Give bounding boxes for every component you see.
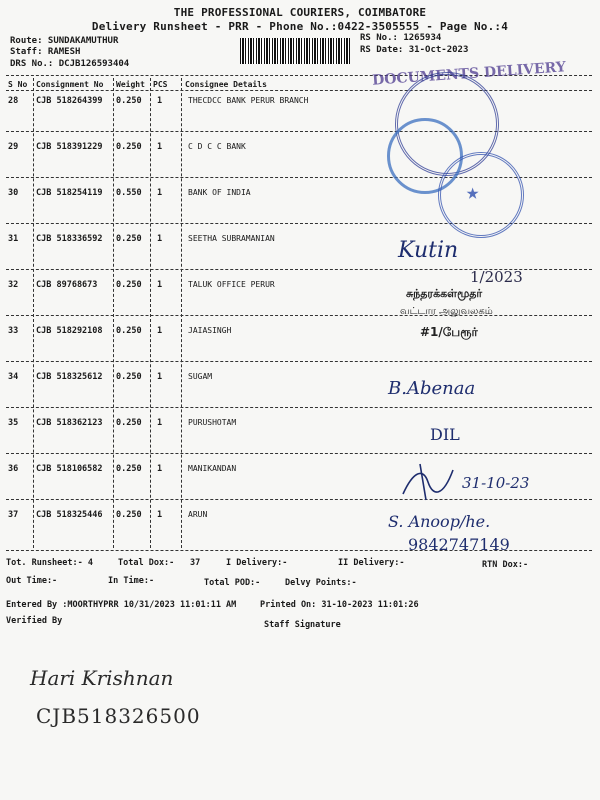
col-header-sno: S No <box>8 80 28 89</box>
col-divider <box>150 78 151 548</box>
cell-consignment: CJB 518264399 <box>36 96 103 106</box>
cell-weight: 0.250 <box>116 96 142 106</box>
cell-consignment: CJB 518336592 <box>36 234 103 244</box>
cell-pcs: 1 <box>157 234 163 244</box>
company-title: THE PROFESSIONAL COURIERS, COIMBATORE <box>173 6 427 19</box>
total-dox-value: 37 <box>190 558 201 568</box>
ii-delivery: II Delivery:- <box>338 558 405 568</box>
cell-pcs: 1 <box>157 510 163 520</box>
col-header-consignment: Consignment No <box>36 80 104 89</box>
cell-consignee: ARUN <box>188 510 208 519</box>
rtn-dox: RTN Dox:- <box>482 560 529 570</box>
row-separator <box>6 361 592 362</box>
cell-pcs: 1 <box>157 464 163 474</box>
out-time: Out Time:- <box>6 576 58 586</box>
signature-row36-mark <box>398 462 458 502</box>
cell-consignment: CJB 518325612 <box>36 372 103 382</box>
cell-sno: 30 <box>8 188 19 198</box>
col-header-pcs: PCS <box>153 80 168 89</box>
cell-consignee: C D C C BANK <box>188 142 246 151</box>
handwritten-consignment: CJB518326500 <box>36 704 201 728</box>
drs-number: DRS No.: DCJB126593404 <box>10 59 130 69</box>
verifier-name: Hari Krishnan <box>30 666 174 690</box>
in-time: In Time:- <box>108 576 155 586</box>
row-separator <box>6 131 592 132</box>
cell-pcs: 1 <box>157 372 163 382</box>
row-separator <box>6 315 592 316</box>
signature-row35: DIL <box>430 425 460 444</box>
cell-consignee: TALUK OFFICE PERUR <box>188 280 275 289</box>
entered-by: Entered By :MOORTHYPRR 10/31/2023 11:01:11 AM <box>6 600 237 610</box>
cell-consignee: SEETHA SUBRAMANIAN <box>188 234 275 243</box>
printed-on: Printed On: 31-10-2023 11:01:26 <box>260 600 419 610</box>
cell-weight: 0.250 <box>116 372 142 382</box>
round-stamp <box>438 152 524 238</box>
cell-weight: 0.250 <box>116 464 142 474</box>
cell-consignment: CJB 518106582 <box>36 464 103 474</box>
cell-weight: 0.250 <box>116 280 142 290</box>
table-bottom-rule <box>6 550 592 551</box>
verified-by: Verified By <box>6 616 63 626</box>
signature-row32-date: 1/2023 <box>470 268 523 286</box>
cell-weight: 0.550 <box>116 188 142 198</box>
row37-phone: 9842747149 <box>408 535 510 554</box>
cell-consignee: JAIASINGH <box>188 326 232 335</box>
cell-sno: 32 <box>8 280 19 290</box>
cell-consignee: BANK OF INDIA <box>188 188 251 197</box>
row-separator <box>6 453 592 454</box>
cell-sno: 36 <box>8 464 19 474</box>
cell-pcs: 1 <box>157 188 163 198</box>
cell-consignee: PURUSHOTAM <box>188 418 237 427</box>
star-icon: ★ <box>466 180 480 205</box>
total-pod: Total POD:- <box>204 578 261 588</box>
col-header-consignee: Consignee Details <box>185 80 267 89</box>
cell-sno: 37 <box>8 510 19 520</box>
staff-signature: Staff Signature <box>264 620 341 630</box>
col-header-weight: Weight <box>116 80 145 89</box>
row-separator <box>6 407 592 408</box>
documents-stamp-text: DOCUMENTS DELIVERY <box>371 59 567 89</box>
col-divider <box>33 78 34 548</box>
col-divider <box>181 78 182 548</box>
route-label: Route: SUNDAKAMUTHUR <box>10 36 119 46</box>
cell-consignment: CJB 89768673 <box>36 280 98 290</box>
cell-consignee: THECDCC BANK PERUR BRANCH <box>188 96 309 105</box>
cell-pcs: 1 <box>157 326 163 336</box>
cell-sno: 33 <box>8 326 19 336</box>
signature-row37: S. Anoop/he. <box>388 512 491 531</box>
total-dox-label: Total Dox:- <box>118 558 175 568</box>
runsheet-title: Delivery Runsheet - PRR - Phone No.:0422-3505555 - Page No.:4 <box>91 20 509 33</box>
row-separator <box>6 499 592 500</box>
cell-consignee: MANIKANDAN <box>188 464 237 473</box>
barcode <box>240 38 350 64</box>
tamil-stamp-line2: வட்டார அலுவலகம் <box>400 306 493 317</box>
table-header-rule <box>6 90 592 91</box>
tamil-stamp-line1: சுந்தரக்கள்மூதர் <box>406 287 483 300</box>
cell-weight: 0.250 <box>116 418 142 428</box>
delivery-points: Delvy Points:- <box>285 578 357 588</box>
cell-consignment: CJB 518292108 <box>36 326 103 336</box>
signature-row34: B.Abenaa <box>388 378 476 399</box>
signature-row36: 31-10-23 <box>462 474 530 492</box>
cell-sno: 35 <box>8 418 19 428</box>
cell-consignment: CJB 518254119 <box>36 188 103 198</box>
cell-consignment: CJB 518325446 <box>36 510 103 520</box>
cell-weight: 0.250 <box>116 510 142 520</box>
staff-label: Staff: RAMESH <box>10 47 81 57</box>
rs-date: RS Date: 31-Oct-2023 <box>360 45 469 55</box>
total-runsheet: Tot. Runsheet:- 4 <box>6 558 93 568</box>
cell-consignment: CJB 518362123 <box>36 418 103 428</box>
cell-pcs: 1 <box>157 418 163 428</box>
cell-pcs: 1 <box>157 142 163 152</box>
cell-sno: 34 <box>8 372 19 382</box>
cell-pcs: 1 <box>157 96 163 106</box>
col-divider <box>113 78 114 548</box>
tamil-stamp-line3: #1/பேரூர் <box>420 325 478 339</box>
cell-weight: 0.250 <box>116 234 142 244</box>
cell-sno: 29 <box>8 142 19 152</box>
cell-pcs: 1 <box>157 280 163 290</box>
cell-sno: 31 <box>8 234 19 244</box>
cell-weight: 0.250 <box>116 142 142 152</box>
signature-row31: Kutin <box>398 238 459 263</box>
cell-consignee: SUGAM <box>188 372 213 381</box>
cell-weight: 0.250 <box>116 326 142 336</box>
cell-sno: 28 <box>8 96 19 106</box>
cell-consignment: CJB 518391229 <box>36 142 103 152</box>
rs-number: RS No.: 1265934 <box>360 33 442 43</box>
i-delivery: I Delivery:- <box>226 558 288 568</box>
